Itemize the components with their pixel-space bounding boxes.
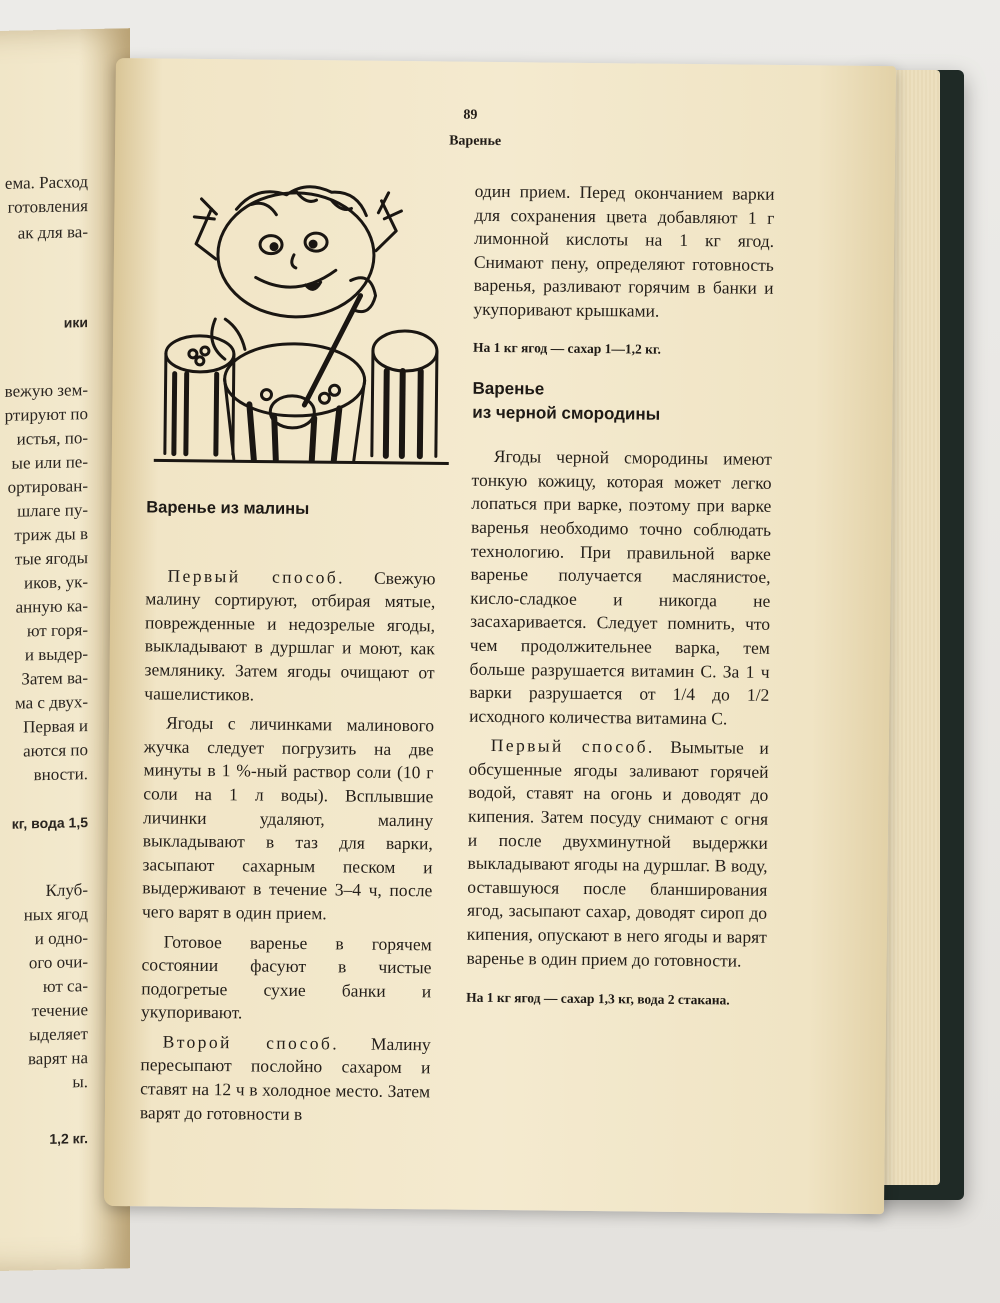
left-page-line: варят на — [28, 1048, 88, 1069]
left-page-line: аются по — [23, 740, 88, 761]
left-page-line: ак для ва- — [17, 222, 88, 243]
left-page-line: ого очи- — [28, 952, 88, 973]
paragraph-text: Ягоды с личинками малинового жучка следует погрузить на две минуты в 1 %-ный раствор соли (10 г соли на 1 л воды). Всплывшие личинки удаляют, малину выкладывают в таз для варки, засыпают сахарным песком и выдерживают в течение 3–4 ч, после чего варят в один прием. — [141, 712, 435, 924]
left-page-line: шлаге пу- — [17, 500, 88, 521]
left-page-line: триж ды в — [14, 524, 88, 545]
paragraph-text: один прием. Перед окончанием варки для сохранения цвета добавляют 1 г лимонной кислоты на 1 кг ягод. Снимают пену, определяют готовность варенья, разливают горячим в банки и укупоривают крышками. — [473, 180, 775, 321]
left-page-line: ема. Расход — [4, 172, 88, 193]
method-label: Второй способ. — [162, 1031, 340, 1054]
left-page-line: ют са- — [42, 976, 88, 997]
left-page-line: готовления — [7, 196, 88, 217]
paragraph-text: Свежую малину сортируют, отбирая мятые, поврежденные и недозрелые ягоды, выкладывают в дуршлаг и моют, как землянику. Затем ягоды очищают от чашелистиков. — [144, 567, 436, 705]
right-page — [104, 58, 896, 1214]
method-label: Первый способ. — [167, 565, 346, 588]
right-column — [466, 180, 775, 1013]
left-page-line: ортирован- — [7, 476, 88, 497]
recipe-norm: На 1 кг ягод — сахар 1,3 кг, вода 2 стакана. — [466, 989, 730, 1008]
left-page-line: ые или пе- — [11, 452, 88, 473]
left-page-line: вежую зем- — [4, 380, 88, 401]
section-title-raspberry: Варенье из малины — [146, 498, 310, 519]
left-column — [140, 488, 437, 1133]
left-page-line: ртируют по — [4, 404, 88, 425]
page-number: 89 — [463, 107, 478, 123]
left-page-line: и одно- — [34, 928, 88, 949]
recipe-norm: На 1 кг ягод — сахар 1—1,2 кг. — [472, 339, 662, 357]
left-page-line: Первая и — [23, 716, 88, 737]
running-head: Варенье — [449, 133, 502, 150]
left-page-line: ики — [63, 314, 88, 331]
left-page-line: Затем ва- — [21, 668, 88, 689]
method-label: Первый способ. — [490, 735, 655, 757]
left-page-line: и выдер- — [24, 644, 88, 665]
left-page-line: иков, ук- — [24, 572, 88, 593]
section-title-blackcurrant — [472, 377, 772, 428]
paragraph-text: Вымытые и обсушенные ягоды заливают горячей водой, ставят на огонь и доводят до кипения. Затем посуду снимают с огня и после двухминутной выдержки выкладывают ягоды на дуршлаг. В воду, оставшуюся после бланширования ягод, засыпают сахар, доводят сироп до кипения, опускают в него ягоды и варят варенье в один прием до готовности. — [466, 736, 769, 971]
left-page-line: истья, по- — [16, 428, 88, 449]
paragraph-text: Малину пересыпают послойно сахаром и ставят на 12 ч в холодное место. Затем варят до готовности в — [139, 1033, 431, 1124]
left-page-line: ных ягод — [23, 904, 88, 925]
left-page-line: 1,2 кг. — [49, 1130, 88, 1147]
left-page-line: вности. — [33, 764, 88, 785]
left-page-line: анную ка- — [15, 596, 88, 617]
paragraph-text: Ягоды черной смородины имеют тонкую кожицу, которая может легко лопаться при варке, поэтому при варке варенья необходимо точно соблюдать технологию. При правильной варке варенье получается маслянистое, кисло-сладкое и никогда не засахаривается. Следует помнить, что чем продолжительнее варка, тем больше разрушается витамин С. За 1 ч варки разрушается от 1/4 до 1/2 исходного количества витамина С. — [469, 446, 772, 729]
left-page-line: Клуб- — [45, 880, 88, 900]
left-page-line: ют горя- — [26, 620, 88, 641]
paragraph-text: Готовое варенье в горячем состоянии фасуют в чистые подогретые сухие банки и укупоривают. — [140, 931, 432, 1023]
left-page-line: течение — [31, 1000, 88, 1021]
left-page-line: тые ягоды — [14, 548, 88, 569]
left-page-line: ма с двух- — [15, 692, 88, 713]
left-page-line: кг, вода 1,5 — [11, 814, 88, 832]
heading-line: из черной смородины — [472, 402, 661, 424]
left-page-line: ы. — [72, 1072, 88, 1092]
left-page-line: ыделяет — [29, 1024, 88, 1045]
girl-cooking-jam-illustration — [154, 168, 452, 471]
heading-line: Варенье — [472, 378, 545, 399]
